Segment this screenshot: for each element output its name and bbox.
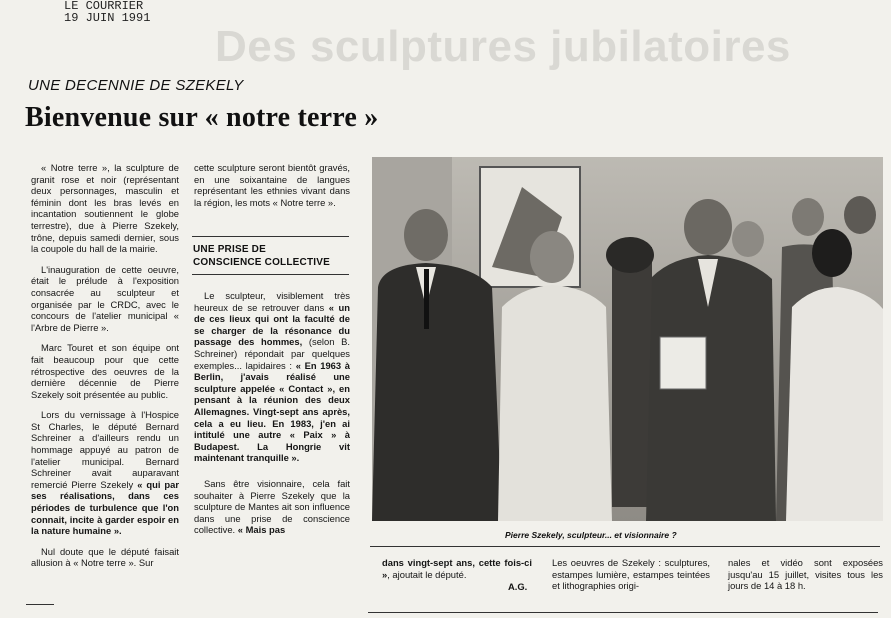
text-run: Sans être visionnaire, cela fait souhaiter à Pierre Szekely que la sculpture de Mantes ait son influence dans une prise de conscience collective. (194, 477, 350, 536)
column-2-body (194, 290, 350, 545)
column-end-rule (26, 604, 54, 605)
paragraph (194, 478, 350, 536)
text-run: Le sculpteur, visiblement très heureux de se retrouver dans (194, 290, 350, 313)
subhead-line-1: UNE PRISE DE (193, 244, 266, 255)
paragraph: cette sculpture seront bientôt gravés, en une soixantaine de langues représentant les ethnies vivant dans la région, les mots « Notre terre ». (194, 162, 350, 208)
paragraph (31, 409, 179, 537)
quote-bold: « un de ces lieux qui ont la faculté de se charger de la résonance du passage des hommes, (194, 301, 350, 348)
paragraph: L'inauguration de cette oeuvre, était le prélude à l'exposition consacrée au sculpteur et organisée par le CRDC, avec le concours de l'atelier municipal « l'Arbre de Pierre ». (31, 263, 179, 333)
column-3 (382, 557, 532, 580)
article-kicker: UNE DECENNIE DE SZEKELY (28, 77, 244, 94)
photo-rule (370, 546, 880, 547)
column-4: Les oeuvres de Szekely : sculptures, estampes lumière, estampes teintées et lithographies origi- (552, 557, 710, 592)
bottom-rule (368, 612, 878, 613)
publication-date: 19 JUIN 1991 (64, 11, 151, 25)
paragraph: « Notre terre », la sculpture de granit rose et noir (représentant deux personnages, masculin et féminin dont les bras levés en incantation soutiennent le globe terrestre), due à Pierre Szekely, trône, depuis samedi dernier, sous la coupole du hall de la mairie. (31, 162, 179, 255)
quote-bold: « qui par ses réalisations, dans ces périodes de turbulence que l'on connait, incite à garder espoir en la nature humaine ». (31, 478, 179, 537)
bleed-through-title: Des sculptures jubilatoires (215, 22, 791, 71)
column-2 (194, 162, 350, 217)
paragraph: Marc Touret et son équipe ont fait beaucoup pour que cette rétrospective des oeuvres de la dernière décennie de Pierre Szekely soit présentée au public. (31, 342, 179, 400)
subhead-rule-top (192, 236, 349, 237)
text-run: (selon B. Schreiner) répondait par quelques exemples... lapidaires : (194, 336, 350, 371)
paragraph: Nul doute que le député faisait allusion à « Notre terre ». Sur (31, 545, 179, 569)
photo-illustration (372, 157, 883, 521)
text-run: Lors du vernissage à l'Hospice St Charles, le député Bernard Schreiner a d'ailleurs rendu un hommage appuyé au patron de l'atelier municipal. Bernard Schreiner avait auparavant remercié Pierre Szekely (31, 409, 179, 490)
text-run: , ajoutait le député. (387, 568, 467, 580)
column-5: nales et vidéo sont exposées jusqu'au 15 juillet, visites tous les jours de 14 à 18 h. (728, 557, 883, 592)
quote-bold: « En 1963 à Berlin, j'avais réalisé une sculpture appelée « Contact », en pensant à la réunion des deux Allemagnes. Vingt-sept ans après, cela a eu lieu. En 1983, j'en ai intitulé une autre « Paix » à Budapest. La Hongrie vit maintenant tranquille ». (194, 359, 350, 464)
quote-bold: « Mais pas (237, 524, 286, 536)
subhead-line-2: CONSCIENCE COLLECTIVE (193, 257, 330, 268)
paragraph (194, 290, 350, 464)
column-1 (31, 162, 179, 578)
author-signature: A.G. (508, 581, 528, 592)
quote-bold: dans vingt-sept ans, cette fois-ci » (382, 557, 532, 580)
photo-caption: Pierre Szekely, sculpteur... et visionnaire ? (505, 530, 677, 540)
article-photo (372, 157, 883, 521)
article-headline: Bienvenue sur « notre terre » (25, 102, 379, 133)
subhead-rule-bottom (192, 274, 349, 275)
newspaper-name: LE COURRIER (64, 0, 144, 13)
